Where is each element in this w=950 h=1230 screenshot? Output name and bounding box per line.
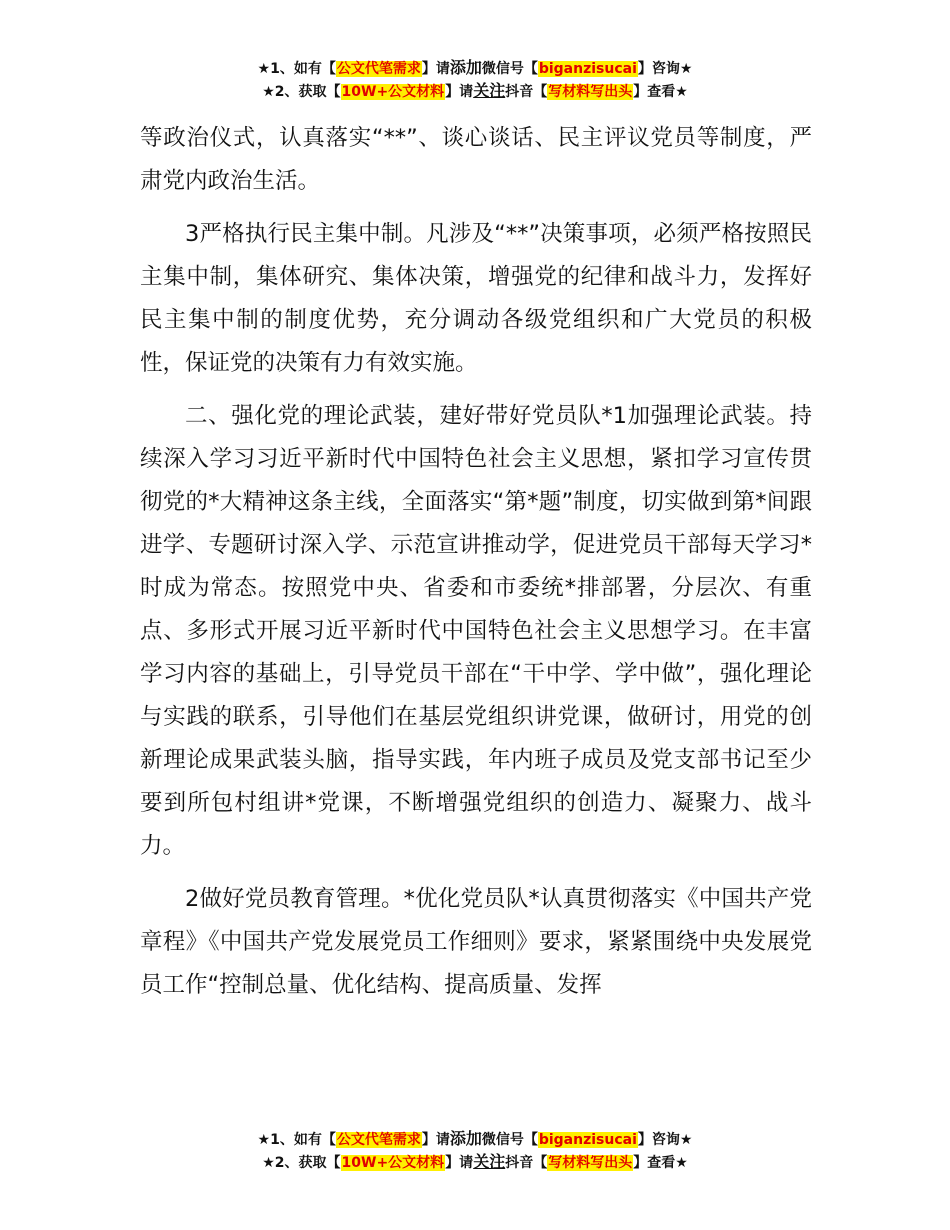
header-l1-pre: ★1、如有【 xyxy=(257,61,336,77)
footer-l2-pre: ★2、获取【 xyxy=(262,1155,341,1171)
footer-line-1 xyxy=(0,1128,950,1151)
footer-banner xyxy=(0,1128,950,1174)
footer-l2-mid2: 抖音【 xyxy=(505,1155,548,1171)
header-l2-highlight-douyin: 写材料写出头 xyxy=(548,84,633,100)
footer-l1-strong: 添加 xyxy=(449,1129,482,1148)
footer-l1-highlight-wechat: biganzisucai xyxy=(538,1132,637,1148)
footer-l2-post: 】查看★ xyxy=(633,1155,688,1171)
document-body xyxy=(140,117,812,1017)
header-l2-highlight-materials: 10W+公文材料 xyxy=(341,84,445,100)
header-l2-mid1: 】请 xyxy=(445,84,474,100)
footer-l1-pre: ★1、如有【 xyxy=(257,1132,336,1148)
paragraph-2: 3严格执行民主集中制。凡涉及“**”决策事项，必须严格按照民主集中制，集体研究、集体决策，增强党的纪律和战斗力，发挥好民主集中制的制度优势，充分调动各级党组织和广大党员的积极性，保证党的决策有力有效实施。 xyxy=(140,221,812,376)
footer-l2-highlight-materials: 10W+公文材料 xyxy=(341,1155,445,1171)
header-l1-highlight-service: 公文代笔需求 xyxy=(336,61,421,77)
footer-l2-strong: 关注 xyxy=(473,1152,506,1171)
header-line-1 xyxy=(0,57,950,80)
footer-l1-post: 】咨询★ xyxy=(637,1132,693,1148)
header-l1-mid2: 微信号【 xyxy=(481,61,538,77)
footer-l2-highlight-douyin: 写材料写出头 xyxy=(548,1155,633,1171)
footer-l1-mid2: 微信号【 xyxy=(481,1132,538,1148)
header-line-2 xyxy=(0,80,950,103)
header-l2-pre: ★2、获取【 xyxy=(262,84,341,100)
header-l1-strong: 添加 xyxy=(449,58,482,77)
header-l2-strong: 关注 xyxy=(473,81,506,100)
footer-l1-mid1: 】请 xyxy=(421,1132,450,1148)
footer-line-2 xyxy=(0,1151,950,1174)
header-l1-mid1: 】请 xyxy=(421,61,450,77)
header-banner xyxy=(0,57,950,103)
footer-l1-highlight-service: 公文代笔需求 xyxy=(336,1132,421,1148)
header-l1-highlight-wechat: biganzisucai xyxy=(538,61,637,77)
paragraph-3: 二、强化党的理论武装，建好带好党员队*1加强理论武装。持续深入学习习近平新时代中国特色社会主义思想，紧扣学习宣传贯彻党的*大精神这条主线，全面落实“第*题”制度，切实做到第*间跟进学、专题研讨深入学、示范宣讲推动学，促进党员干部每天学习*时成为常态。按照党中央、省委和市委统*排部署，分层次、有重点、多形式开展习近平新时代中国特色社会主义思想学习。在丰富学习内容的基础上，引导党员干部在“干中学、学中做”，强化理论与实践的联系，引导他们在基层党组织讲党课，做研讨，用党的创新理论成果武装头脑，指导实践，年内班子成员及党支部书记至少要到所包村组讲*党课，不断增强党组织的创造力、凝聚力、战斗力。 xyxy=(140,403,812,859)
header-l2-post: 】查看★ xyxy=(633,84,688,100)
header-l1-post: 】咨询★ xyxy=(637,61,693,77)
header-l2-mid2: 抖音【 xyxy=(505,84,548,100)
paragraph-4: 2做好党员教育管理。*优化党员队*认真贯彻落实《中国共产党章程》《中国共产党发展党员工作细则》要求，紧紧围绕中央发展党员工作“控制总量、优化结构、提高质量、发挥 xyxy=(140,886,812,998)
footer-l2-mid1: 】请 xyxy=(445,1155,474,1171)
paragraph-1: 等政治仪式，认真落实“**”、谈心谈话、民主评议党员等制度，严肃党内政治生活。 xyxy=(140,125,812,194)
